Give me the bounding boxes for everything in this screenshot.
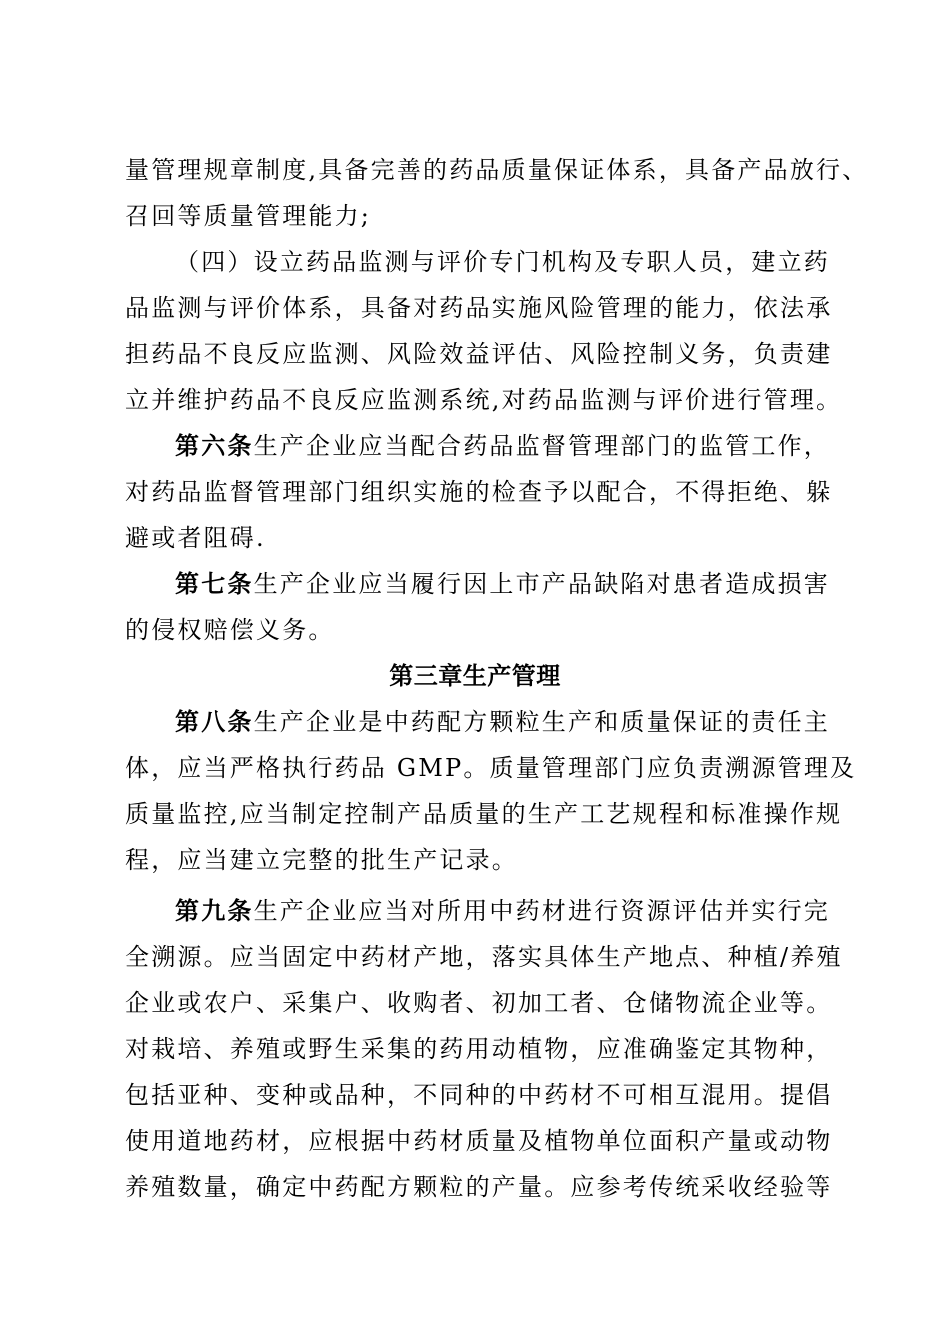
text-line: 担药品不良反应监测、风险效益评估、风险控制义务，负责建 (125, 340, 833, 368)
text-line: 对栽培、养殖或野生采集的药用动植物，应准确鉴定其物种， (125, 1035, 833, 1063)
text-line: 体，应当严格执行药品 GMP。质量管理部门应负责溯源管理及 (125, 754, 857, 782)
article-six-text: 生产企业应当配合药品监督管理部门的监管工作， (253, 432, 831, 460)
text-line: 质量监控,应当制定控制产品质量的生产工艺规程和标准操作规 (125, 800, 843, 828)
article-nine-text: 生产企业应当对所用中药材进行资源评估并实行完 (253, 897, 831, 925)
chapter-heading: 第三章生产管理 (389, 661, 561, 690)
text-line: 品监测与评价体系，具备对药品实施风险管理的能力，依法承 (125, 294, 833, 322)
article-seven-line (175, 569, 830, 599)
article-nine-label: 第九条 (175, 896, 254, 925)
article-six-line (175, 431, 830, 461)
clause-four-line: （四）设立药品监测与评价专门机构及专职人员，建立药 (175, 248, 830, 276)
article-eight-label: 第八条 (175, 707, 254, 736)
article-eight-text: 生产企业是中药配方颗粒生产和质量保证的责任主 (253, 708, 831, 736)
text-line: 包括亚种、变种或品种，不同种的中药材不可相互混用。提倡 (125, 1081, 833, 1109)
text-line: 企业或农户、采集户、收购者、初加工者、仓储物流企业等。 (125, 989, 833, 1017)
text-line: 量管理规章制度,具备完善的药品质量保证体系，具备产品放行、 (125, 156, 869, 184)
text-line: 使用道地药材，应根据中药材质量及植物单位面积产量或动物 (125, 1127, 833, 1155)
text-line: 召回等质量管理能力; (125, 202, 372, 230)
article-nine-line (175, 896, 830, 926)
text-line: 养殖数量，确定中药配方颗粒的产量。应参考传统采收经验等 (125, 1173, 833, 1201)
article-seven-text: 生产企业应当履行因上市产品缺陷对患者造成损害 (253, 570, 831, 598)
article-seven-label: 第七条 (175, 569, 254, 598)
text-line: 的侵权赔偿义务。 (125, 616, 335, 644)
article-eight-line (175, 707, 830, 737)
text-line: 避或者阻碍. (125, 524, 266, 552)
text-line: 程，应当建立完整的批生产记录。 (125, 846, 518, 874)
text-line: 全溯源。应当固定中药材产地，落实具体生产地点、种植/养殖 (125, 943, 843, 971)
article-six-label: 第六条 (175, 431, 254, 460)
text-line: 对药品监督管理部门组织实施的检查予以配合，不得拒绝、躲 (125, 478, 833, 506)
text-line: 立并维护药品不良反应监测系统,对药品监测与评价进行管理。 (125, 386, 843, 414)
